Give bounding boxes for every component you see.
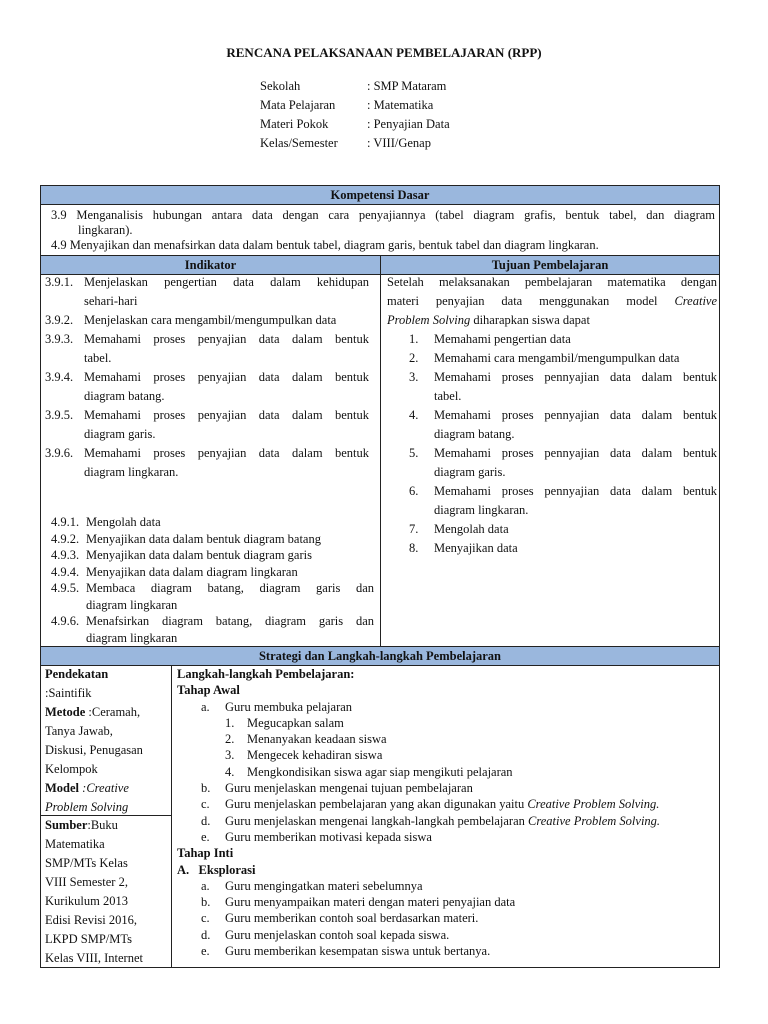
indikator-num: 4.9.6. [51,614,80,628]
indikator-text: Memahami proses penyajian data dalam bentuk [84,332,369,346]
sumber-line: Matematika [45,837,105,851]
step-item [177,813,717,829]
tujuan-item [387,407,717,445]
indikator-text: Mengolah data [86,515,161,529]
sumber-value: :Buku [87,818,118,832]
substep-num: 1. [225,715,235,730]
step-text: Guru menjelaskan mengenai tujuan pembelajaran [225,781,473,796]
langkah-cell [177,666,717,959]
step-italic: Creative Problem Solving. [527,797,660,812]
eksplorasi-title: A. Eksplorasi [177,862,256,877]
tujuan-intro-2 [387,293,717,312]
indikator-group-2 [41,514,374,646]
tujuan-item [387,540,717,559]
info-value: : SMP Mataram [367,79,447,93]
step-num: d. [201,813,211,828]
tujuan-num: 6. [409,484,419,498]
step-item [177,910,717,926]
metode-line: Tanya Jawab, [45,724,113,738]
indikator-num: 3.9.5. [45,408,74,422]
substep-text: Menanyakan keadaan siswa [247,732,387,747]
substep-item [177,731,717,747]
indikator-item [41,580,374,613]
indikator-text: diagram lingkaran [86,630,178,645]
sumber-line: Kelas VIII, Internet [45,951,143,965]
indikator-text: diagram lingkaran [86,597,178,612]
model-value: Problem Solving [45,800,129,814]
substep-text: Mengecek kehadiran siswa [247,748,383,763]
indikator-text: tabel. [84,351,112,365]
indikator-text: Menjelaskan pengertian data dalam kehidupan [84,275,369,289]
step-num: e. [201,944,210,959]
indikator-item [41,312,369,331]
tahap-inti-title: Tahap Inti [177,846,234,861]
langkah-title: Langkah-langkah Pembelajaran: [177,667,355,681]
indikator-text: Menafsirkan diagram batang, diagram garis dan [86,614,374,628]
sumber-line: VIII Semester 2, [45,875,128,889]
tujuan-intro-text: materi penyajian data menggunakan model [387,294,658,308]
step-num: b. [201,781,211,796]
tujuan-text: Memahami cara mengambil/mengumpulkan data [434,351,680,365]
indikator-num: 4.9.5. [51,581,80,595]
indikator-item [41,514,374,531]
step-item [177,894,717,910]
substep-item [177,764,717,780]
info-key: Mata Pelajaran [260,98,336,112]
metode-label: Metode [45,705,86,719]
tujuan-item [387,350,717,369]
step-text: Guru menyampaikan materi dengan materi penyajian data [225,895,516,910]
step-item [177,829,717,845]
metode-line [45,704,169,723]
indikator-num: 3.9.4. [45,370,74,384]
tujuan-intro-italic: Problem Solving [387,313,471,327]
step-num: a. [201,878,210,893]
substep-text: Megucapkan salam [247,715,344,730]
pendekatan-label [45,666,169,685]
tujuan-intro-italic: Creative [674,294,718,308]
indikator-text: diagram batang. [84,389,165,403]
indikator-item [41,407,369,445]
indikator-item [41,564,374,581]
kd-body [51,207,715,253]
indikator-num: 3.9.6. [45,446,74,460]
step-num: c. [201,797,210,812]
metode-line: Kelompok [45,762,98,776]
indikator-item [41,274,369,312]
tujuan-item [387,445,717,483]
substep-num: 3. [225,748,235,763]
tujuan-item [387,483,717,521]
step-num: a. [201,699,210,714]
indikator-text: Menyajikan data dalam bentuk diagram garis [86,548,312,562]
tujuan-text: Memahami proses pennyajian data dalam bentuk [434,446,717,460]
tujuan-text: diagram garis. [434,465,506,479]
indikator-text: Memahami proses penyajian data dalam bentuk [84,408,369,422]
sumber-line [45,817,169,836]
indikator-text: Memahami proses penyajian data dalam bentuk [84,370,369,384]
step-italic: Creative Problem Solving. [528,813,661,828]
tujuan-text: diagram lingkaran. [434,503,529,517]
sumber-line: LKPD SMP/MTs [45,932,132,946]
indikator-num: 4.9.1. [51,515,80,529]
substep-num: 4. [225,764,235,779]
kd-line-1a: 3.9 Menganalisis hubungan antara data dengan cara penyajiannya (tabel diagram grafis, bentuk tabel, dan diagram [51,208,715,222]
strategi-header: Strategi dan Langkah-langkah Pembelajaran [41,646,719,666]
info-row-materi [260,116,450,135]
tujuan-text: Menyajikan data [434,541,518,555]
step-text: Guru menjelaskan mengenai langkah-langkah pembelajaran [225,813,525,828]
tujuan-body [387,274,717,559]
rpp-table [40,185,720,968]
tujuan-num: 7. [409,522,419,536]
indikator-item [41,331,369,369]
step-num: e. [201,829,210,844]
step-item [177,780,717,796]
sumber-line: Kurikulum 2013 [45,894,128,908]
tujuan-num: 8. [409,541,419,555]
info-key: Kelas/Semester [260,136,338,150]
metode-line: Diskusi, Penugasan [45,743,143,757]
model-line [45,780,169,799]
model-line [45,799,169,818]
tujuan-text: Memahami proses pennyajian data dalam bentuk [434,408,717,422]
step-text: Guru menjelaskan pembelajaran yang akan digunakan yaitu [225,797,525,812]
tujuan-num: 1. [409,332,419,346]
tujuan-num: 3. [409,370,419,384]
tujuan-intro-text: diharapkan siswa dapat [473,313,590,327]
tujuan-num: 4. [409,408,419,422]
tujuan-item [387,521,717,540]
step-num: b. [201,895,211,910]
indikator-num: 3.9.3. [45,332,74,346]
step-item [177,699,717,715]
info-row-mapel [260,97,450,116]
kd-header: Kompetensi Dasar [41,186,719,205]
indikator-item [41,369,369,407]
step-text: Guru memberikan kesempatan siswa untuk bertanya. [225,944,491,959]
indikator-text: diagram garis. [84,427,156,441]
indikator-group-1 [41,274,369,483]
tujuan-text: Memahami proses pennyajian data dalam bentuk [434,484,717,498]
info-value: : Matematika [367,98,434,112]
strategi-column-divider [171,665,172,967]
kd-line-2: 4.9 Menyajikan dan menafsirkan data dalam bentuk tabel, diagram garis, bentuk tabel dan diagram lingkaran. [51,238,599,252]
sumber-line: SMP/MTs Kelas [45,856,128,870]
indikator-text: sehari-hari [84,294,138,308]
tujuan-item [387,331,717,350]
tujuan-text: diagram batang. [434,427,515,441]
step-text: Guru mengingatkan materi sebelumnya [225,878,423,893]
tujuan-num: 5. [409,446,419,460]
metode-cell [45,666,169,818]
info-key: Materi Pokok [260,117,329,131]
info-row-kelas [260,135,450,154]
step-text: Guru menjelaskan contoh soal kepada siswa. [225,927,450,942]
indikator-text: Menyajikan data dalam diagram lingkaran [86,564,298,579]
indikator-item [41,613,374,646]
substep-num: 2. [225,732,235,747]
substep-item [177,715,717,731]
identity-block [260,78,450,154]
indikator-num: 4.9.2. [51,531,80,546]
tahap-awal-title: Tahap Awal [177,683,240,698]
step-text: Guru memberikan motivasi kepada siswa [225,829,432,844]
step-text: Guru memberikan contoh soal berdasarkan materi. [225,911,479,926]
tujuan-intro-3 [387,312,717,331]
indikator-text: Menyajikan data dalam bentuk diagram batang [86,531,321,546]
tujuan-intro-1: Setelah melaksanakan pembelajaran matematika dengan [387,275,717,289]
page-title: RENCANA PELAKSANAAN PEMBELAJARAN (RPP) [226,45,542,60]
model-label: Model [45,781,80,795]
metode-value: :Ceramah, [88,705,141,719]
info-key: Sekolah [260,79,301,93]
indikator-item [41,531,374,548]
step-text: Guru membuka pelajaran [225,699,353,714]
indikator-num: 4.9.3. [51,548,80,562]
tujuan-text: Mengolah data [434,522,509,536]
indikator-item [41,445,369,483]
step-num: d. [201,927,211,942]
info-row-sekolah [260,78,450,97]
indikator-text: Menjelaskan cara mengambil/mengumpulkan data [84,313,337,327]
step-item [177,943,717,959]
indikator-text: Membaca diagram batang, diagram garis dan [86,581,374,595]
tujuan-text: Memahami proses pennyajian data dalam bentuk [434,370,717,384]
substep-text: Mengkondisikan siswa agar siap mengikuti pelajaran [247,764,513,779]
tujuan-text: Memahami pengertian data [434,332,571,346]
tujuan-text: tabel. [434,389,462,403]
substep-item [177,747,717,763]
sumber-cell [45,817,169,969]
tujuan-item [387,369,717,407]
indikator-num: 3.9.1. [45,275,74,289]
column-divider [380,274,381,646]
model-value: :Creative [82,781,129,795]
info-value: : Penyajian Data [367,117,450,131]
step-item [177,878,717,894]
tujuan-header: Tujuan Pembelajaran [381,255,719,275]
indikator-text: diagram lingkaran. [84,465,179,479]
sumber-line: Edisi Revisi 2016, [45,913,138,927]
kd-line-1b: lingkaran). [78,223,133,237]
indikator-item [41,547,374,564]
sumber-label: Sumber [45,818,88,832]
pendekatan-label-text: Pendekatan [45,667,109,681]
indikator-num: 3.9.2. [45,313,74,327]
indikator-text: Memahami proses penyajian data dalam bentuk [84,446,369,460]
step-item [177,796,717,812]
pendekatan-value: :Saintifik [45,686,92,700]
indikator-num: 4.9.4. [51,564,80,579]
info-value: : VIII/Genap [367,136,431,150]
tujuan-num: 2. [409,351,419,365]
step-num: c. [201,911,210,926]
indikator-header: Indikator [41,255,381,275]
step-item [177,927,717,943]
